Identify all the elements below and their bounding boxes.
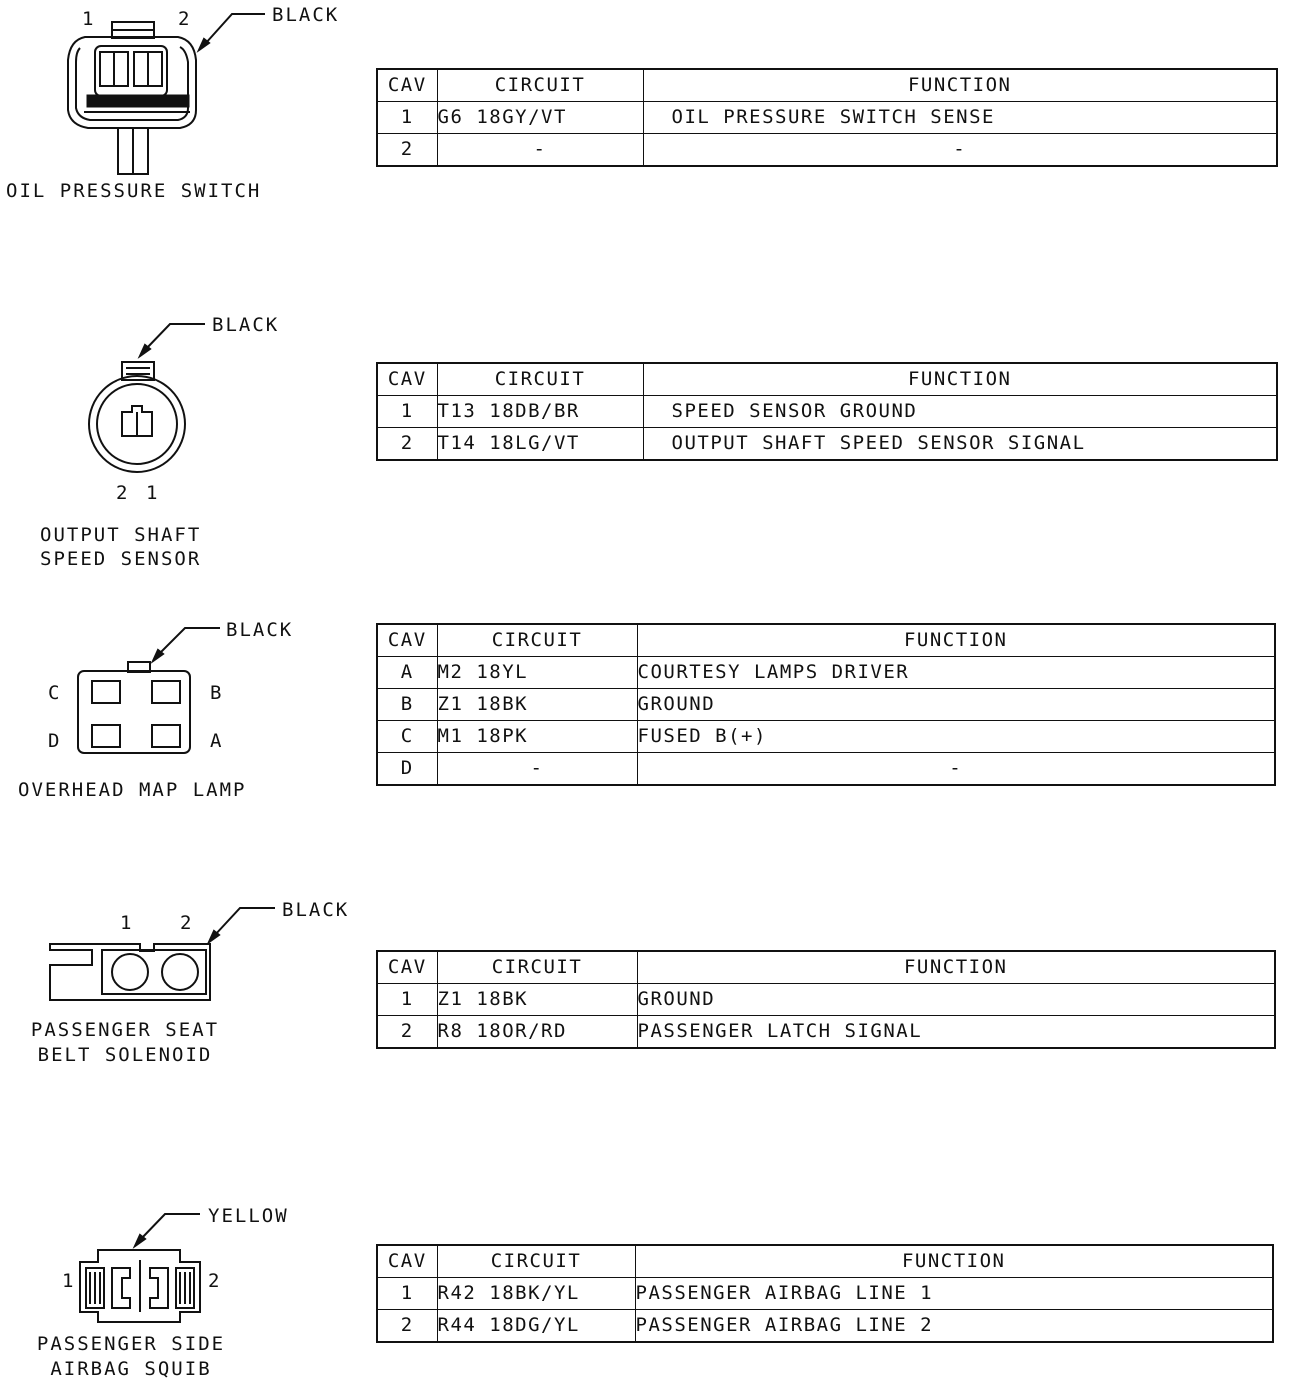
speed-sensor-pinout-table xyxy=(376,362,1278,461)
circuit-cell: Z1 18BK xyxy=(437,689,637,721)
table-row xyxy=(377,102,1277,134)
header-cav: CAV xyxy=(377,69,437,102)
table-row xyxy=(377,428,1277,461)
connector-name: PASSENGER SEAT xyxy=(30,1019,220,1041)
cav-cell: 1 xyxy=(377,1278,437,1310)
function-cell: COURTESY LAMPS DRIVER xyxy=(637,657,1275,689)
pin-label: B xyxy=(210,682,224,704)
pin-label: D xyxy=(48,730,62,752)
header-circuit: CIRCUIT xyxy=(437,951,637,984)
cav-cell: 1 xyxy=(377,396,437,428)
function-cell: GROUND xyxy=(637,984,1275,1016)
header-function: FUNCTION xyxy=(637,624,1275,657)
map-lamp-pinout-table xyxy=(376,623,1276,786)
header-function: FUNCTION xyxy=(643,69,1277,102)
header-cav: CAV xyxy=(377,624,437,657)
circuit-cell: Z1 18BK xyxy=(437,984,637,1016)
table-header-row xyxy=(377,363,1277,396)
connector-name: OUTPUT SHAFT xyxy=(40,524,202,546)
connector-color-label: BLACK xyxy=(272,4,340,26)
circuit-cell: M2 18YL xyxy=(437,657,637,689)
function-cell: - xyxy=(637,753,1275,786)
function-cell: OUTPUT SHAFT SPEED SENSOR SIGNAL xyxy=(643,428,1277,461)
cav-cell: 2 xyxy=(377,1016,437,1049)
table-row xyxy=(377,1016,1275,1049)
function-cell: OIL PRESSURE SWITCH SENSE xyxy=(643,102,1277,134)
header-circuit: CIRCUIT xyxy=(437,69,643,102)
table-row xyxy=(377,689,1275,721)
connector-color-label: BLACK xyxy=(226,619,294,641)
circuit-cell: M1 18PK xyxy=(437,721,637,753)
airbag-squib-pinout-table xyxy=(376,1244,1274,1343)
cav-cell: B xyxy=(377,689,437,721)
cav-cell: 1 xyxy=(377,984,437,1016)
connector-name: OIL PRESSURE SWITCH xyxy=(6,180,262,202)
connector-name: AIRBAG SQUIB xyxy=(50,1358,212,1380)
circuit-cell: T14 18LG/VT xyxy=(437,428,643,461)
pin-label: 2 xyxy=(178,8,192,30)
function-cell: GROUND xyxy=(637,689,1275,721)
table-row xyxy=(377,721,1275,753)
pin-label: 1 xyxy=(120,912,134,934)
header-cav: CAV xyxy=(377,363,437,396)
circuit-cell: - xyxy=(437,134,643,167)
table-row xyxy=(377,753,1275,786)
airbag-squib-connector-icon xyxy=(80,1214,200,1322)
function-cell: PASSENGER AIRBAG LINE 1 xyxy=(635,1278,1273,1310)
function-cell: FUSED B(+) xyxy=(637,721,1275,753)
table-header-row xyxy=(377,624,1275,657)
function-cell: PASSENGER LATCH SIGNAL xyxy=(637,1016,1275,1049)
connector-color-label: YELLOW xyxy=(208,1205,289,1227)
pin-label: 2 xyxy=(116,482,130,504)
table-row xyxy=(377,396,1277,428)
cav-cell: 2 xyxy=(377,1310,437,1343)
pin-label: 2 xyxy=(208,1270,222,1292)
header-cav: CAV xyxy=(377,951,437,984)
pin-label: A xyxy=(210,730,224,752)
cav-cell: 2 xyxy=(377,428,437,461)
circuit-cell: R42 18BK/YL xyxy=(437,1278,635,1310)
connector-name: PASSENGER SIDE xyxy=(36,1333,226,1355)
pin-label: 1 xyxy=(62,1270,76,1292)
function-cell: PASSENGER AIRBAG LINE 2 xyxy=(635,1310,1273,1343)
header-function: FUNCTION xyxy=(637,951,1275,984)
connector-name: OVERHEAD MAP LAMP xyxy=(18,779,247,801)
header-circuit: CIRCUIT xyxy=(437,363,643,396)
header-circuit: CIRCUIT xyxy=(437,624,637,657)
cav-cell: 1 xyxy=(377,102,437,134)
table-header-row xyxy=(377,951,1275,984)
table-row xyxy=(377,657,1275,689)
table-row xyxy=(377,134,1277,167)
header-function: FUNCTION xyxy=(643,363,1277,396)
table-row xyxy=(377,1278,1273,1310)
circuit-cell: G6 18GY/VT xyxy=(437,102,643,134)
header-cav: CAV xyxy=(377,1245,437,1278)
pin-label: C xyxy=(48,682,62,704)
circuit-cell: R44 18DG/YL xyxy=(437,1310,635,1343)
table-header-row xyxy=(377,69,1277,102)
oil-pressure-switch-connector-icon xyxy=(68,14,265,174)
circuit-cell: R8 18OR/RD xyxy=(437,1016,637,1049)
header-function: FUNCTION xyxy=(635,1245,1273,1278)
pin-label: 1 xyxy=(82,8,96,30)
seat-belt-solenoid-pinout-table xyxy=(376,950,1276,1049)
overhead-map-lamp-connector-icon xyxy=(78,628,220,753)
header-circuit: CIRCUIT xyxy=(437,1245,635,1278)
table-row xyxy=(377,984,1275,1016)
connector-name: BELT SOLENOID xyxy=(37,1044,213,1066)
function-cell: SPEED SENSOR GROUND xyxy=(643,396,1277,428)
cav-cell: C xyxy=(377,721,437,753)
oil-pressure-switch-pinout-table xyxy=(376,68,1278,167)
pin-label: 1 xyxy=(146,482,160,504)
function-cell: - xyxy=(643,134,1277,167)
pin-label: 2 xyxy=(180,912,194,934)
circuit-cell: - xyxy=(437,753,637,786)
connector-name: SPEED SENSOR xyxy=(40,548,202,570)
cav-cell: 2 xyxy=(377,134,437,167)
cav-cell: A xyxy=(377,657,437,689)
table-header-row xyxy=(377,1245,1273,1278)
table-row xyxy=(377,1310,1273,1343)
output-shaft-speed-sensor-connector-icon xyxy=(89,324,205,472)
cav-cell: D xyxy=(377,753,437,786)
connector-color-label: BLACK xyxy=(282,899,350,921)
seat-belt-solenoid-connector-icon xyxy=(50,908,275,1000)
circuit-cell: T13 18DB/BR xyxy=(437,396,643,428)
connector-color-label: BLACK xyxy=(212,314,280,336)
